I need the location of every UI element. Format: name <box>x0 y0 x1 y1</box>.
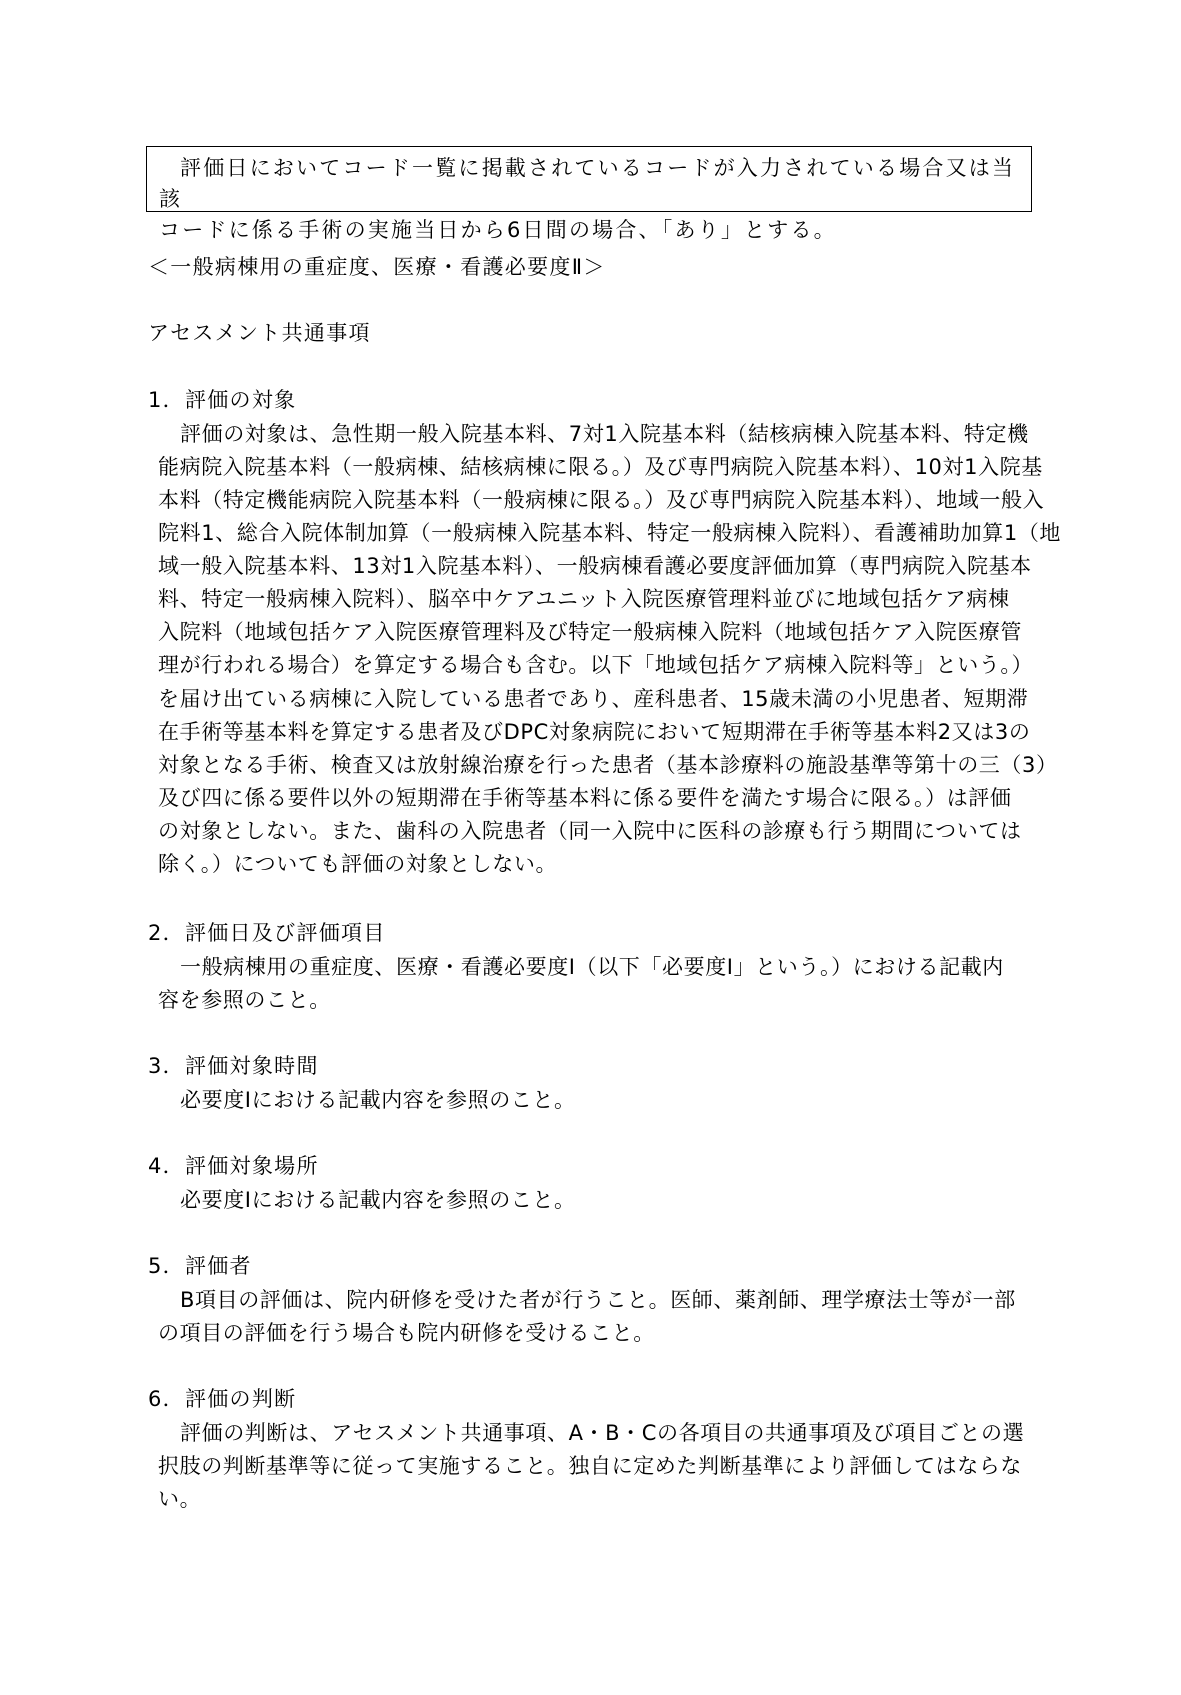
body-line: の項目の評価を行う場合も院内研修を受けること。 <box>158 1321 655 1345</box>
body-line: 対象となる手術、検査又は放射線治療を行った患者（基本診療料の施設基準等第十の三（3） <box>158 753 1058 777</box>
body-line: 在手術等基本料を算定する患者及びDPC対象病院において短期滞在手術等基本料2又は3の <box>158 720 1031 744</box>
common-items-heading: アセスメント共通事項 <box>148 321 371 345</box>
body-line: 域一般入院基本料、13対1入院基本料）、一般病棟看護必要度評価加算（専門病院入院基本 <box>158 554 1032 578</box>
body-line: の対象としない。また、歯科の入院患者（同一入院中に医科の診療も行う期間については <box>158 819 1022 843</box>
notice-line: コードに係る手術の実施当日から6日間の場合、「あり」とする。 <box>159 218 837 242</box>
body-line: 必要度Ⅰにおける記載内容を参照のこと。 <box>180 1188 576 1212</box>
body-line: B項目の評価は、院内研修を受けた者が行うこと。医師、薬剤師、理学療法士等が一部 <box>180 1288 1016 1312</box>
notice-box <box>146 146 1032 242</box>
document-title: ＜一般病棟用の重症度、医療・看護必要度Ⅱ＞ <box>148 255 606 279</box>
section-heading: 1．評価の対象 <box>148 388 297 412</box>
body-line: 一般病棟用の重症度、医療・看護必要度Ⅰ（以下「必要度Ⅰ」という。）における記載内 <box>180 955 1004 979</box>
body-line: 院料1、総合入院体制加算（一般病棟入院基本料、特定一般病棟入院料）、看護補助加算1（地 <box>158 521 1062 545</box>
section-heading: 6．評価の判断 <box>148 1387 297 1411</box>
body-line: を届け出ている病棟に入院している患者であり、産科患者、15歳未満の小児患者、短期滞 <box>158 687 1029 711</box>
body-line: 及び四に係る要件以外の短期滞在手術等基本料に係る要件を満たす場合に限る。）は評価 <box>158 786 1012 810</box>
body-line: 入院料（地域包括ケア入院医療管理料及び特定一般病棟入院料（地域包括ケア入院医療管 <box>158 620 1022 644</box>
section-heading: 2．評価日及び評価項目 <box>148 921 386 945</box>
body-line: 評価の対象は、急性期一般入院基本料、7対1入院基本料（結核病棟入院基本料、特定機 <box>180 422 1029 446</box>
body-line: 料、特定一般病棟入院料）、脳卒中ケアユニット入院医療管理料並びに地域包括ケア病棟 <box>158 587 1010 611</box>
body-line: 択肢の判断基準等に従って実施すること。独自に定めた判断基準により評価してはならな <box>158 1454 1022 1478</box>
body-line: 必要度Ⅰにおける記載内容を参照のこと。 <box>180 1088 576 1112</box>
body-line: い。 <box>158 1487 202 1511</box>
body-line: 能病院入院基本料（一般病棟、結核病棟に限る。）及び専門病院入院基本料）、10対1入院基 <box>158 455 1043 479</box>
body-line: 除く。）についても評価の対象としない。 <box>158 852 558 876</box>
body-line: 容を参照のこと。 <box>158 988 331 1012</box>
body-line: 本料（特定機能病院入院基本料（一般病棟に限る。）及び専門病院入院基本料）、地域一般入 <box>158 488 1045 512</box>
notice-line: 評価日においてコード一覧に掲載されているコードが入力されている場合又は当該 <box>159 156 1016 211</box>
section-heading: 4．評価対象場所 <box>148 1154 319 1178</box>
section-heading: 5．評価者 <box>148 1254 252 1278</box>
body-line: 理が行われる場合）を算定する場合も含む。以下「地域包括ケア病棟入院料等」という。） <box>158 653 1034 677</box>
section-heading: 3．評価対象時間 <box>148 1054 319 1078</box>
body-line: 評価の判断は、アセスメント共通事項、A・B・Cの各項目の共通事項及び項目ごとの選 <box>180 1421 1025 1445</box>
